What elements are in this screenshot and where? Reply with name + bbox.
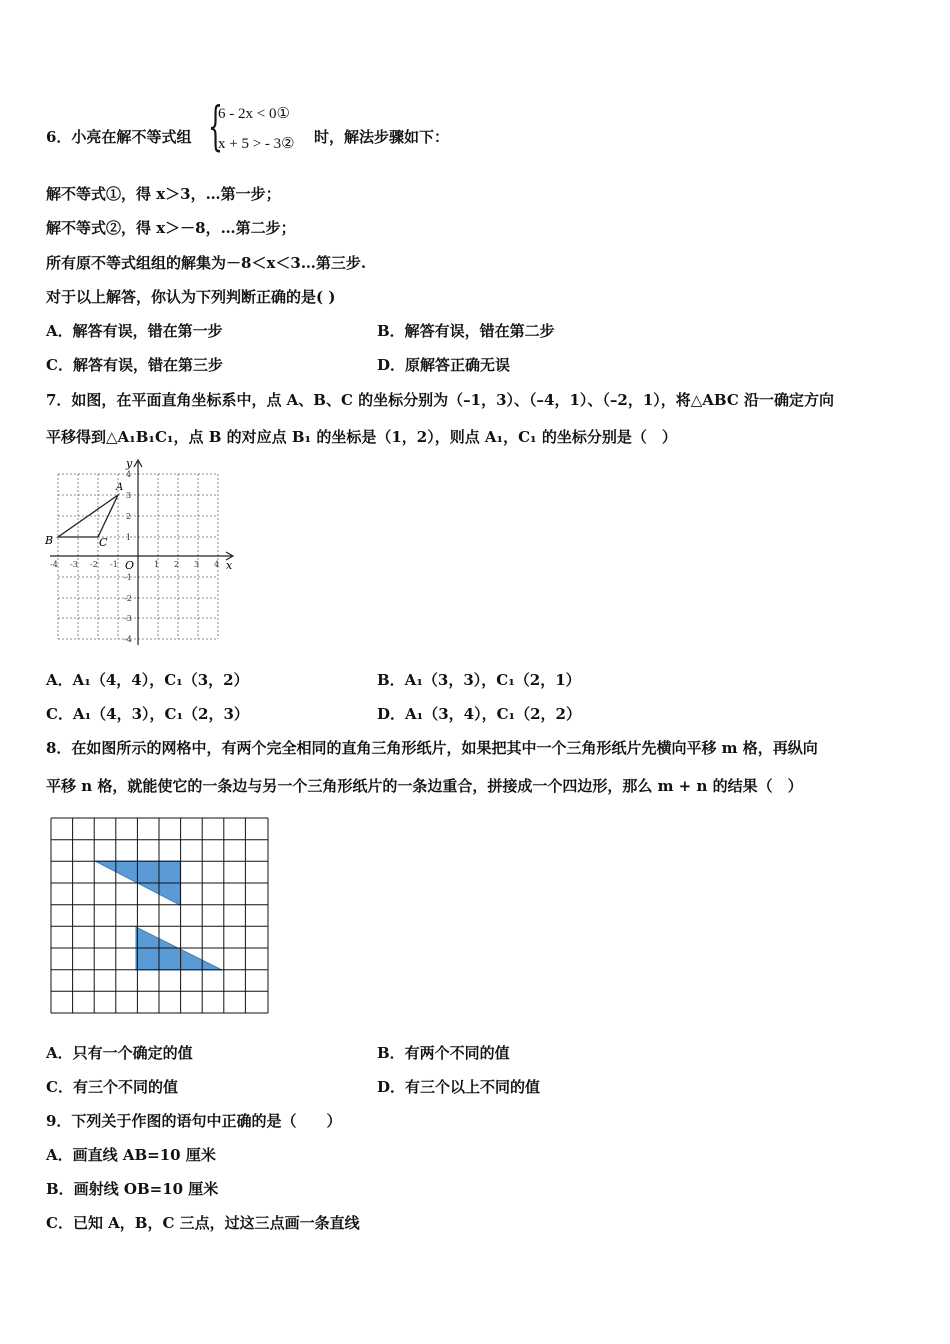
- q8-stem-line-2: 平移 n 格，就能使它的一条边与另一个三角形纸片的一条边重合，拼接成一个四边形，那么 m + n 的结果（ ）: [46, 777, 803, 795]
- y-axis-label: y: [126, 457, 133, 470]
- q7-option-c[interactable]: C．A₁（4，3），C₁（2，3）: [46, 705, 249, 723]
- q8-option-c[interactable]: C．有三个不同的值: [46, 1078, 178, 1096]
- q7-stem-line-2: 平移得到△A₁B₁C₁，点 B 的对应点 B₁ 的坐标是（1，2），则点 A₁，C₁ 的坐标分别是（ ）: [46, 428, 677, 446]
- q6-inequality-2: x + 5 > - 3②: [218, 136, 295, 152]
- q8-grid-figure: [50, 816, 275, 1018]
- q8-option-b[interactable]: B．有两个不同的值: [377, 1044, 510, 1062]
- q6-inequality-1: 6 - 2x < 0①: [218, 106, 290, 122]
- q9-stem: 9．下列关于作图的语句中正确的是（ ）: [46, 1112, 342, 1130]
- q6-step-3: 所有原不等式组组的解集为－8＜x＜3…第三步.: [46, 254, 367, 272]
- y-tick: -4: [124, 635, 132, 644]
- x-tick: 4: [214, 560, 220, 569]
- q6-stem-prefix: 6．小亮在解不等式组: [46, 128, 192, 146]
- y-tick: 2: [126, 512, 132, 521]
- x-tick: 1: [154, 560, 160, 569]
- q6-step-1: 解不等式①，得 x＞3，…第一步；: [46, 185, 281, 203]
- x-tick: 3: [194, 560, 200, 569]
- point-b-label: B: [45, 534, 54, 547]
- x-axis-label: x: [226, 559, 233, 572]
- y-tick: -1: [124, 573, 132, 582]
- point-c-label: C: [99, 536, 108, 549]
- q6-stem-suffix: 时，解法步骤如下：: [314, 128, 450, 146]
- q6-step-2: 解不等式②，得 x＞－8，…第二步；: [46, 219, 296, 237]
- x-tick: -4: [50, 560, 58, 569]
- q7-stem-line-1: 7．如图，在平面直角坐标系中，点 A、B、C 的坐标分别为（–1，3）、（–4，1）、（–2，1），将△ABC 沿一确定方向: [46, 391, 835, 409]
- y-tick: 3: [126, 491, 132, 500]
- y-tick: 1: [126, 533, 132, 542]
- q8-stem-line-1: 8．在如图所示的网格中，有两个完全相同的直角三角形纸片，如果把其中一个三角形纸片先横向平移 m 格，再纵向: [46, 739, 818, 757]
- x-tick: -3: [70, 560, 78, 569]
- y-tick: -2: [124, 594, 132, 603]
- y-tick: -3: [124, 614, 132, 623]
- q6-question: 对于以上解答，你认为下列判断正确的是( ): [46, 288, 336, 306]
- q8-option-a[interactable]: A．只有一个确定的值: [46, 1044, 193, 1062]
- q6-option-c[interactable]: C．解答有误，错在第三步: [46, 356, 223, 374]
- point-a-label: A: [116, 482, 124, 493]
- x-tick: 2: [174, 560, 180, 569]
- q8-option-d[interactable]: D．有三个以上不同的值: [377, 1078, 541, 1096]
- q6-option-a[interactable]: A．解答有误，错在第一步: [46, 322, 223, 340]
- q7-option-d[interactable]: D．A₁（3，4），C₁（2，2）: [377, 705, 581, 723]
- x-tick: -1: [110, 560, 118, 569]
- q9-option-b[interactable]: B．画射线 OB=10 厘米: [46, 1180, 219, 1198]
- q9-option-a[interactable]: A．画直线 AB=10 厘米: [46, 1146, 216, 1164]
- y-tick: 4: [126, 470, 132, 479]
- origin-label: O: [125, 559, 135, 572]
- q7-option-a[interactable]: A．A₁（4，4），C₁（3，2）: [46, 671, 249, 689]
- q6-system-brace: {: [208, 97, 223, 157]
- q9-option-c[interactable]: C．已知 A，B，C 三点，过这三点画一条直线: [46, 1214, 360, 1232]
- q7-option-b[interactable]: B．A₁（3，3），C₁（2，1）: [377, 671, 581, 689]
- q6-option-d[interactable]: D．原解答正确无误: [377, 356, 511, 374]
- q7-coordinate-graph: [44, 455, 244, 645]
- q6-option-b[interactable]: B．解答有误，错在第二步: [377, 322, 555, 340]
- x-tick: -2: [90, 560, 98, 569]
